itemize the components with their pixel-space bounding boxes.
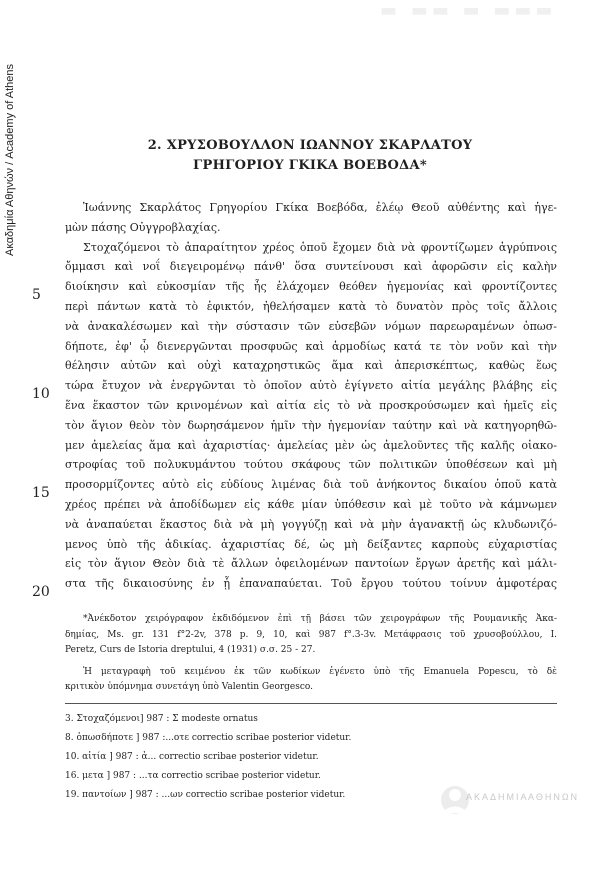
footnote-line: δημίας, Ms. gr. 131 f°2-2v, 378 p. 9, 10, καὶ 987 f°.3-3v. Μετάφρασις τοῦ χρυσοβούλλου, I. [65, 629, 557, 640]
text-line: προσορμίζοντες αὐτὸ εἰς εὐδίους λιμένας διὰ τοῦ ἀνήκοντος δικαίου ὁποῦ κατὰ [65, 478, 557, 492]
text-line: τὸν ἅγιον θεὸν τὸν δωρησάμενον ἡμῖν τὴν ἡγεμονίαν ταύτην καὶ νὰ κατηγορηθῶ- [65, 418, 557, 432]
text-line: εἰς τὸν ἅγιον Θεὸν διὰ τὲ ἄλλων ὀφειλομένων παντοίων ἔργων ἀρετῆς καὶ μάλι- [65, 557, 557, 571]
apparatus-entry: 3. Στοχαζόμενοι] 987 : Σ modeste ornatus [65, 714, 258, 724]
text-line: στροφίας τοῦ πολυκυμάντου τούτου σκάφους τῶν πολιτικῶν ὑποθέσεων καὶ μὴ [65, 458, 557, 472]
text-line: μενος ὑπὸ τῆς ἀδικίας. ἀχαριστίας δέ, ὡς μὴ δείξαντες καρποὺς εὐχαριστίας [65, 537, 557, 551]
footnote-line: Ἡ μεταγραφὴ τοῦ κειμένου ἐκ τῶν κωδίκων ἐγένετο ὑπὸ τῆς Emanuela Popescu, τὸ δὲ [83, 666, 557, 677]
title-line-1: 2. ΧΡΥΣΟΒΟΥΛΛΟΝ ΙΩΑΝΝΟΥ ΣΚΑΡΛΑΤΟΥ [147, 138, 473, 153]
document-title [95, 136, 525, 176]
footnote-line: Peretz, Curs de Istoria dreptului, 4 (1931) σ.σ. 25 - 27. [65, 645, 316, 655]
apparatus-entry: 10. αἰτία ] 987 : ἀ... correctio scribae posterior videtur. [65, 752, 319, 762]
critical-apparatus [65, 710, 385, 805]
text-line: δήποτε, ἐφ' ᾧ διενεργῶνται προσφυῶς καὶ ἁρμοδίως κατά τε τὸν νοῦν καὶ τὴν [65, 339, 557, 353]
text-line: ἕνα ἕκαστον τῶν κρινομένων καὶ αἰτία εἰς τὸ νὰ προσκρούσωμεν καὶ ἡμεῖς εἰς [65, 398, 557, 412]
apparatus-entry: 16. μετα ] 987 : ...τα correctio scribae posterior videtur. [65, 771, 321, 781]
text-line: νὰ ἀνακαλέσωμεν καὶ τὴν σύστασιν τῶν εὐσεβῶν νόμων παρεωραμένων ὁπωσ- [65, 319, 557, 333]
line-number: 20 [32, 584, 50, 600]
apparatus-entry: 8. ὁπωσδήποτε ] 987 :...οτε correctio scribae posterior videtur. [65, 733, 352, 743]
text-line: Ἰωάννης Σκαρλάτος Γρηγορίου Γκίκα Βοεβόδα, ἐλέῳ Θεοῦ αὐθέντης καὶ ἡγε- [83, 201, 557, 214]
text-line: θέλησιν αὐτῶν καὶ οὐχὶ καταχρηστικῶς ἅμα καὶ ἀπερισκέπτως, καθὼς ἕως [65, 359, 557, 373]
line-number: 15 [32, 485, 50, 501]
text-line: Στοχαζόμενοι τὸ ἀπαραίτητον χρέος ὁποῦ ἔχομεν διὰ νὰ φροντίζωμεν ἀγρύπνοις [83, 240, 557, 254]
title-line-2: ΓΡΗΓΟΡΙΟΥ ΓΚΙΚΑ ΒΟΕΒΟΔΑ* [192, 158, 428, 173]
text-line: διοίκησιν καὶ εὐκοσμίαν τῆς ἧς ἐλάχομεν θεόθεν ἡγεμονίας καὶ φροντίζοντες [65, 280, 557, 294]
chrysobull-text [65, 198, 557, 594]
text-line: μεν ἀμελείας ἅμα καὶ ἀχαριστίας· ἀμελείας μὲν ὡς ἀμελοῦντες τῆς καλῆς οἰακο- [65, 438, 557, 452]
footnote-line: *Ἀνέκδοτον χειρόγραφον ἐκδιδόμενον ἐπὶ τῇ βάσει τῶν χειρογράφων τῆς Ρουμανικῆς Ἀκα- [83, 614, 557, 624]
watermark-text-right: ΑΘΗΝΩΝ [528, 792, 580, 802]
text-line: μὼν πάσης Οὐγγροβλαχίας. [65, 220, 221, 234]
text-line: χρέος πρέπει νὰ ἀποδίδωμεν εἰς κάθε μίαν ὑπόθεσιν καὶ μὲ τοῦτο νὰ κάμνωμεν [65, 497, 557, 511]
line-number: 5 [32, 287, 41, 303]
text-line: στα τῆς δικαιοσύνης ἐν ᾗ ἐπαναπαύεται. Τοῦ ἔργου τούτου τοίνυν ἀμφοτέρας [65, 577, 557, 591]
text-line: περὶ πάντων κατὰ τὸ ἐφικτόν, ἠθελήσαμεν κατὰ τὸ δυνατὸν πρὸς τοῖς ἄλλοις [65, 299, 557, 313]
apparatus-entry: 19. παντοίων ] 987 : ...ων correctio scribae posterior videtur. [65, 790, 346, 800]
text-line: ὄμμασι καὶ νοΐ διεγειρομένῳ πάνθ' ὅσα συντείνουσι καὶ ἀφορῶσιν εἰς καλὴν [65, 260, 557, 274]
line-number: 10 [32, 386, 50, 402]
text-line: τώρα ἔτυχον νὰ ἐνεργῶνται τὸ ὁποῖον αὐτὸ ἐγίγνετο αἰτία μεγάλης βλάβης εἰς [65, 379, 557, 393]
footnotes [65, 612, 557, 696]
text-line: νὰ ἀναπαύεται ἕκαστος διὰ νὰ μὴ γογγύζῃ καὶ νὰ μὴν ἀγανακτῇ ὡς κλυδωνιζό- [65, 517, 557, 531]
archive-side-label: Ακαδημία Αθηνών / Academy of Athens [4, 64, 16, 257]
footnote-line: κριτικὸν ὑπόμνημα συνετάγη ὑπὸ Valentin Georgesco. [65, 682, 314, 692]
apparatus-divider [65, 703, 557, 704]
faint-header-bleed: ▬ ▬▬ ▬ ▬▬▬ [380, 0, 557, 18]
watermark-text-left: ΑΚΑΔΗΜΙΑ [466, 792, 529, 802]
